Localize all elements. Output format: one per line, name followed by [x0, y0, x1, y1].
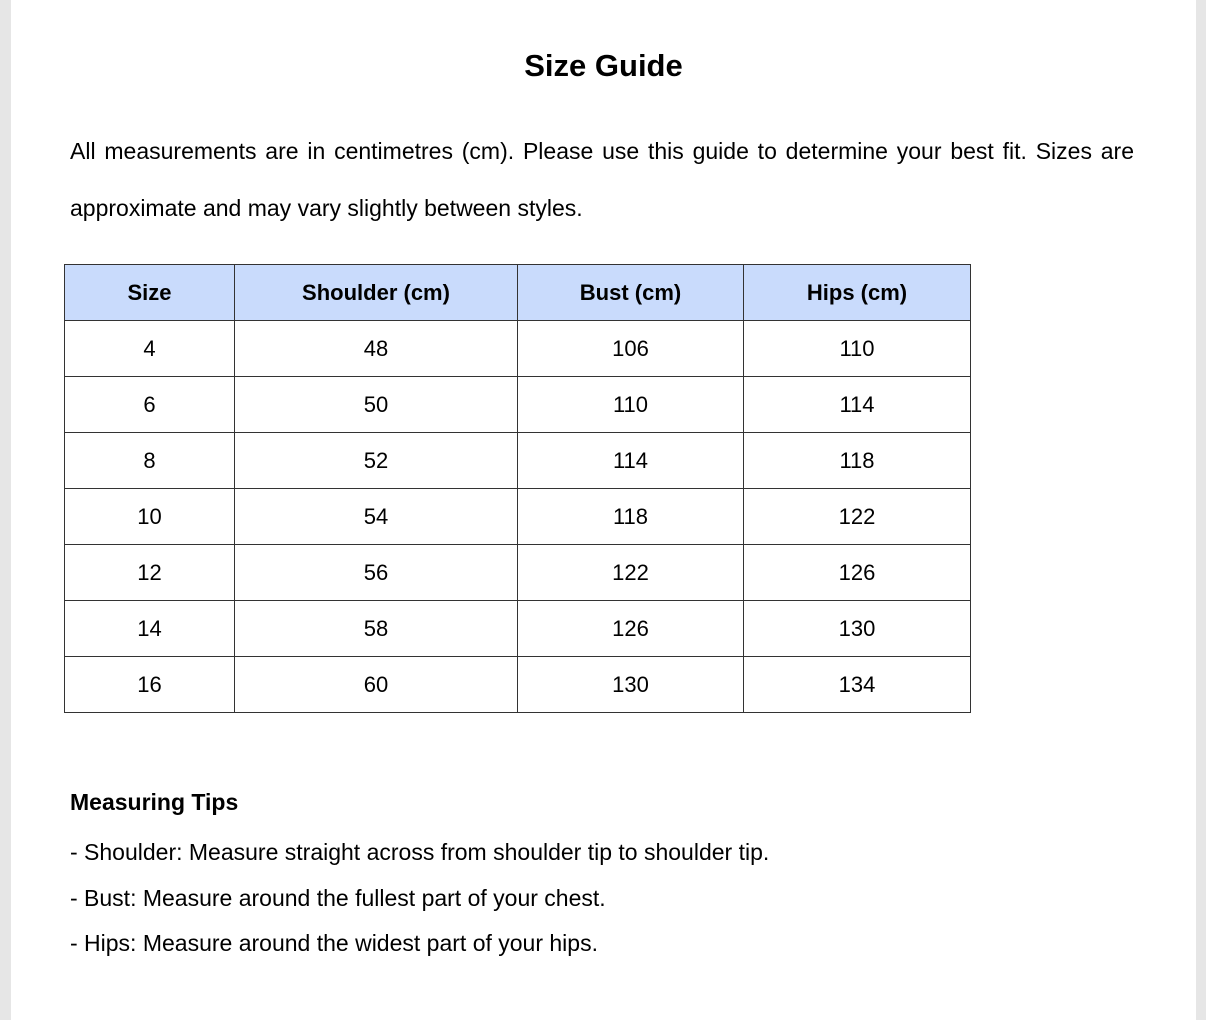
- page-title: Size Guide: [524, 48, 683, 83]
- table-row: [65, 321, 971, 377]
- cell-hips: 134: [744, 657, 971, 713]
- cell-bust: 114: [518, 433, 744, 489]
- cell-size: 14: [65, 601, 235, 657]
- cell-shoulder: 48: [235, 321, 518, 377]
- cell-shoulder: 56: [235, 545, 518, 601]
- table-row: [65, 601, 971, 657]
- table-row: [65, 489, 971, 545]
- cell-hips: 130: [744, 601, 971, 657]
- tip-bust: - Bust: Measure around the fullest part of your chest.: [70, 884, 606, 911]
- cell-size: 4: [65, 321, 235, 377]
- tips-heading: Measuring Tips: [70, 789, 239, 815]
- table-row: [65, 433, 971, 489]
- cell-hips: 126: [744, 545, 971, 601]
- column-header-hips: Hips (cm): [744, 265, 971, 321]
- column-header-bust: Bust (cm): [518, 265, 744, 321]
- cell-size: 16: [65, 657, 235, 713]
- cell-size: 10: [65, 489, 235, 545]
- table-header-row: [65, 265, 971, 321]
- cell-shoulder: 54: [235, 489, 518, 545]
- cell-hips: 118: [744, 433, 971, 489]
- cell-hips: 110: [744, 321, 971, 377]
- size-table: [64, 264, 971, 713]
- table-row: [65, 657, 971, 713]
- cell-bust: 126: [518, 601, 744, 657]
- cell-shoulder: 60: [235, 657, 518, 713]
- cell-bust: 130: [518, 657, 744, 713]
- cell-hips: 122: [744, 489, 971, 545]
- cell-bust: 122: [518, 545, 744, 601]
- cell-bust: 110: [518, 377, 744, 433]
- cell-hips: 114: [744, 377, 971, 433]
- tip-hips: - Hips: Measure around the widest part of your hips.: [70, 930, 598, 956]
- cell-shoulder: 52: [235, 433, 518, 489]
- table-row: [65, 377, 971, 433]
- cell-size: 6: [65, 377, 235, 433]
- tip-shoulder: - Shoulder: Measure straight across from shoulder tip to shoulder tip.: [70, 839, 770, 865]
- cell-size: 12: [65, 545, 235, 601]
- column-header-size: Size: [65, 265, 235, 321]
- cell-bust: 106: [518, 321, 744, 377]
- column-header-shoulder: Shoulder (cm): [235, 265, 518, 321]
- cell-shoulder: 58: [235, 601, 518, 657]
- tips-list: [70, 830, 769, 967]
- document-page: [11, 0, 1196, 1020]
- table-row: [65, 545, 971, 601]
- intro-paragraph: All measurements are in centimetres (cm). Please use this guide to determine your best fit. Sizes are approximate and may vary slightly between styles.: [70, 138, 1134, 221]
- cell-bust: 118: [518, 489, 744, 545]
- cell-size: 8: [65, 433, 235, 489]
- cell-shoulder: 50: [235, 377, 518, 433]
